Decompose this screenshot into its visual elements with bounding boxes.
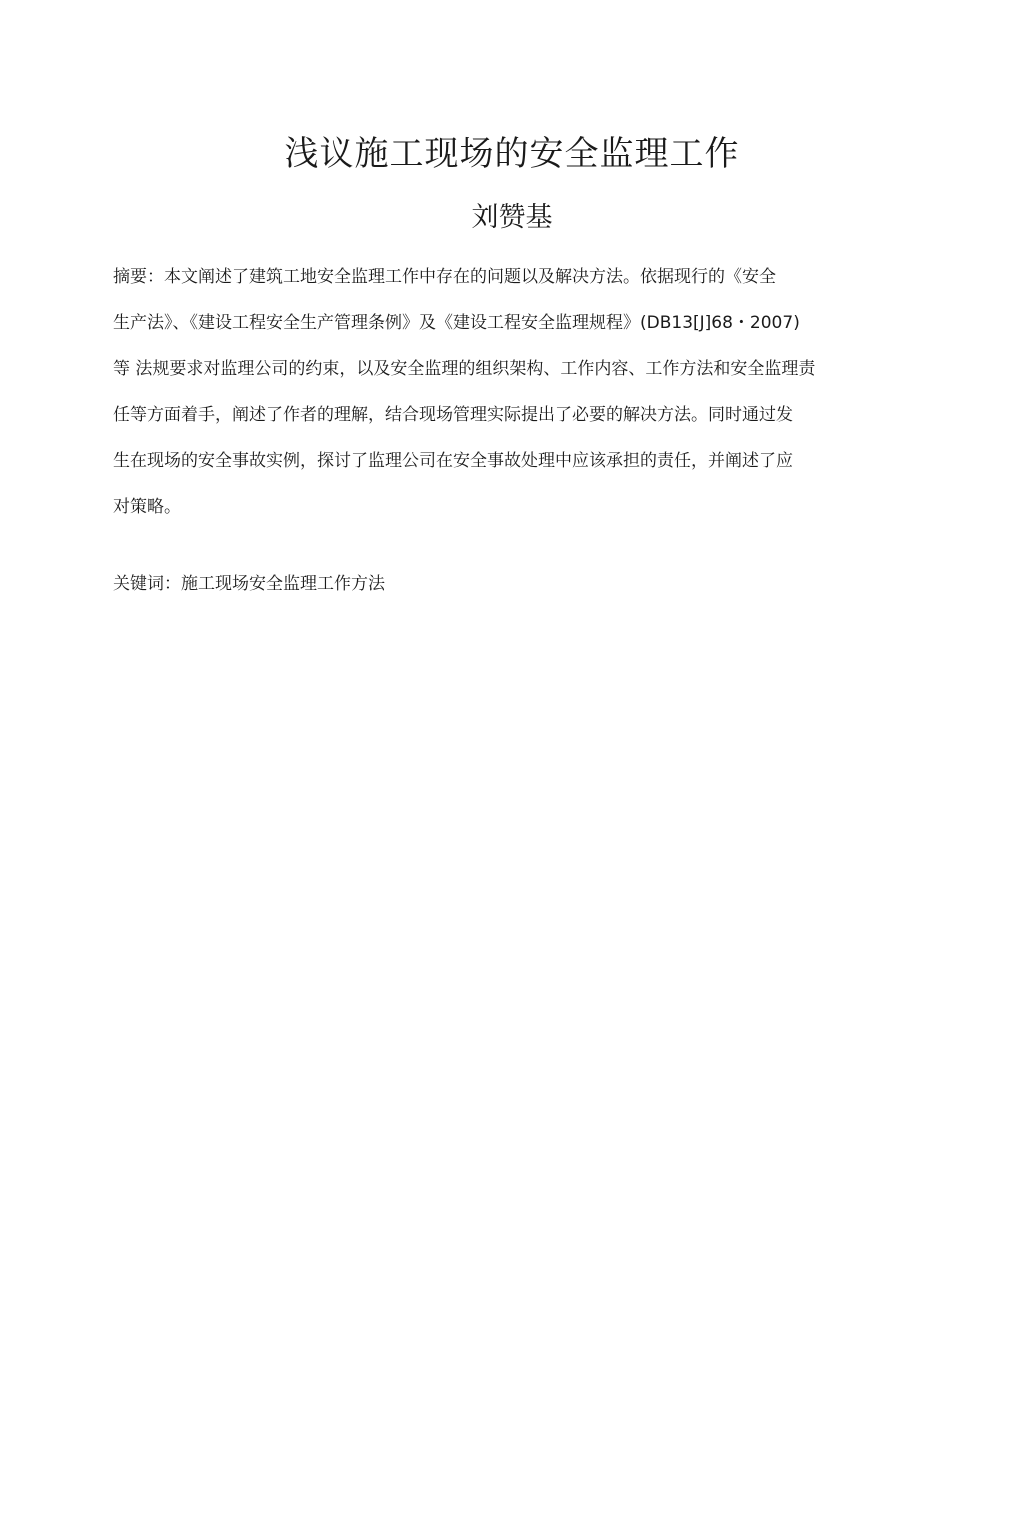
abstract-paragraph [113, 254, 923, 530]
abstract-line: 生产法》、《建设工程安全生产管理条例》及《建设工程安全监理规程》(DB13[J]68・2007) [113, 313, 800, 333]
abstract-line: 对策略。 [113, 497, 181, 517]
author-name: 刘赞基 [471, 202, 553, 233]
keywords-line: 关键词：施工现场安全监理工作方法 [113, 574, 385, 594]
abstract-line: 摘要：本文阐述了建筑工地安全监理工作中存在的问题以及解决方法。依据现行的《安全 [113, 267, 776, 287]
abstract-line: 等 法规要求对监理公司的约束，以及安全监理的组织架构、工作内容、工作方法和安全监理责 [113, 359, 816, 379]
document-title: 浅议施工现场的安全监理工作 [284, 134, 740, 174]
abstract-line: 生在现场的安全事故实例，探讨了监理公司在安全事故处理中应该承担的责任，并阐述了应 [113, 451, 793, 471]
abstract-line: 任等方面着手，阐述了作者的理解，结合现场管理实际提出了必要的解决方法。同时通过发 [113, 405, 793, 425]
